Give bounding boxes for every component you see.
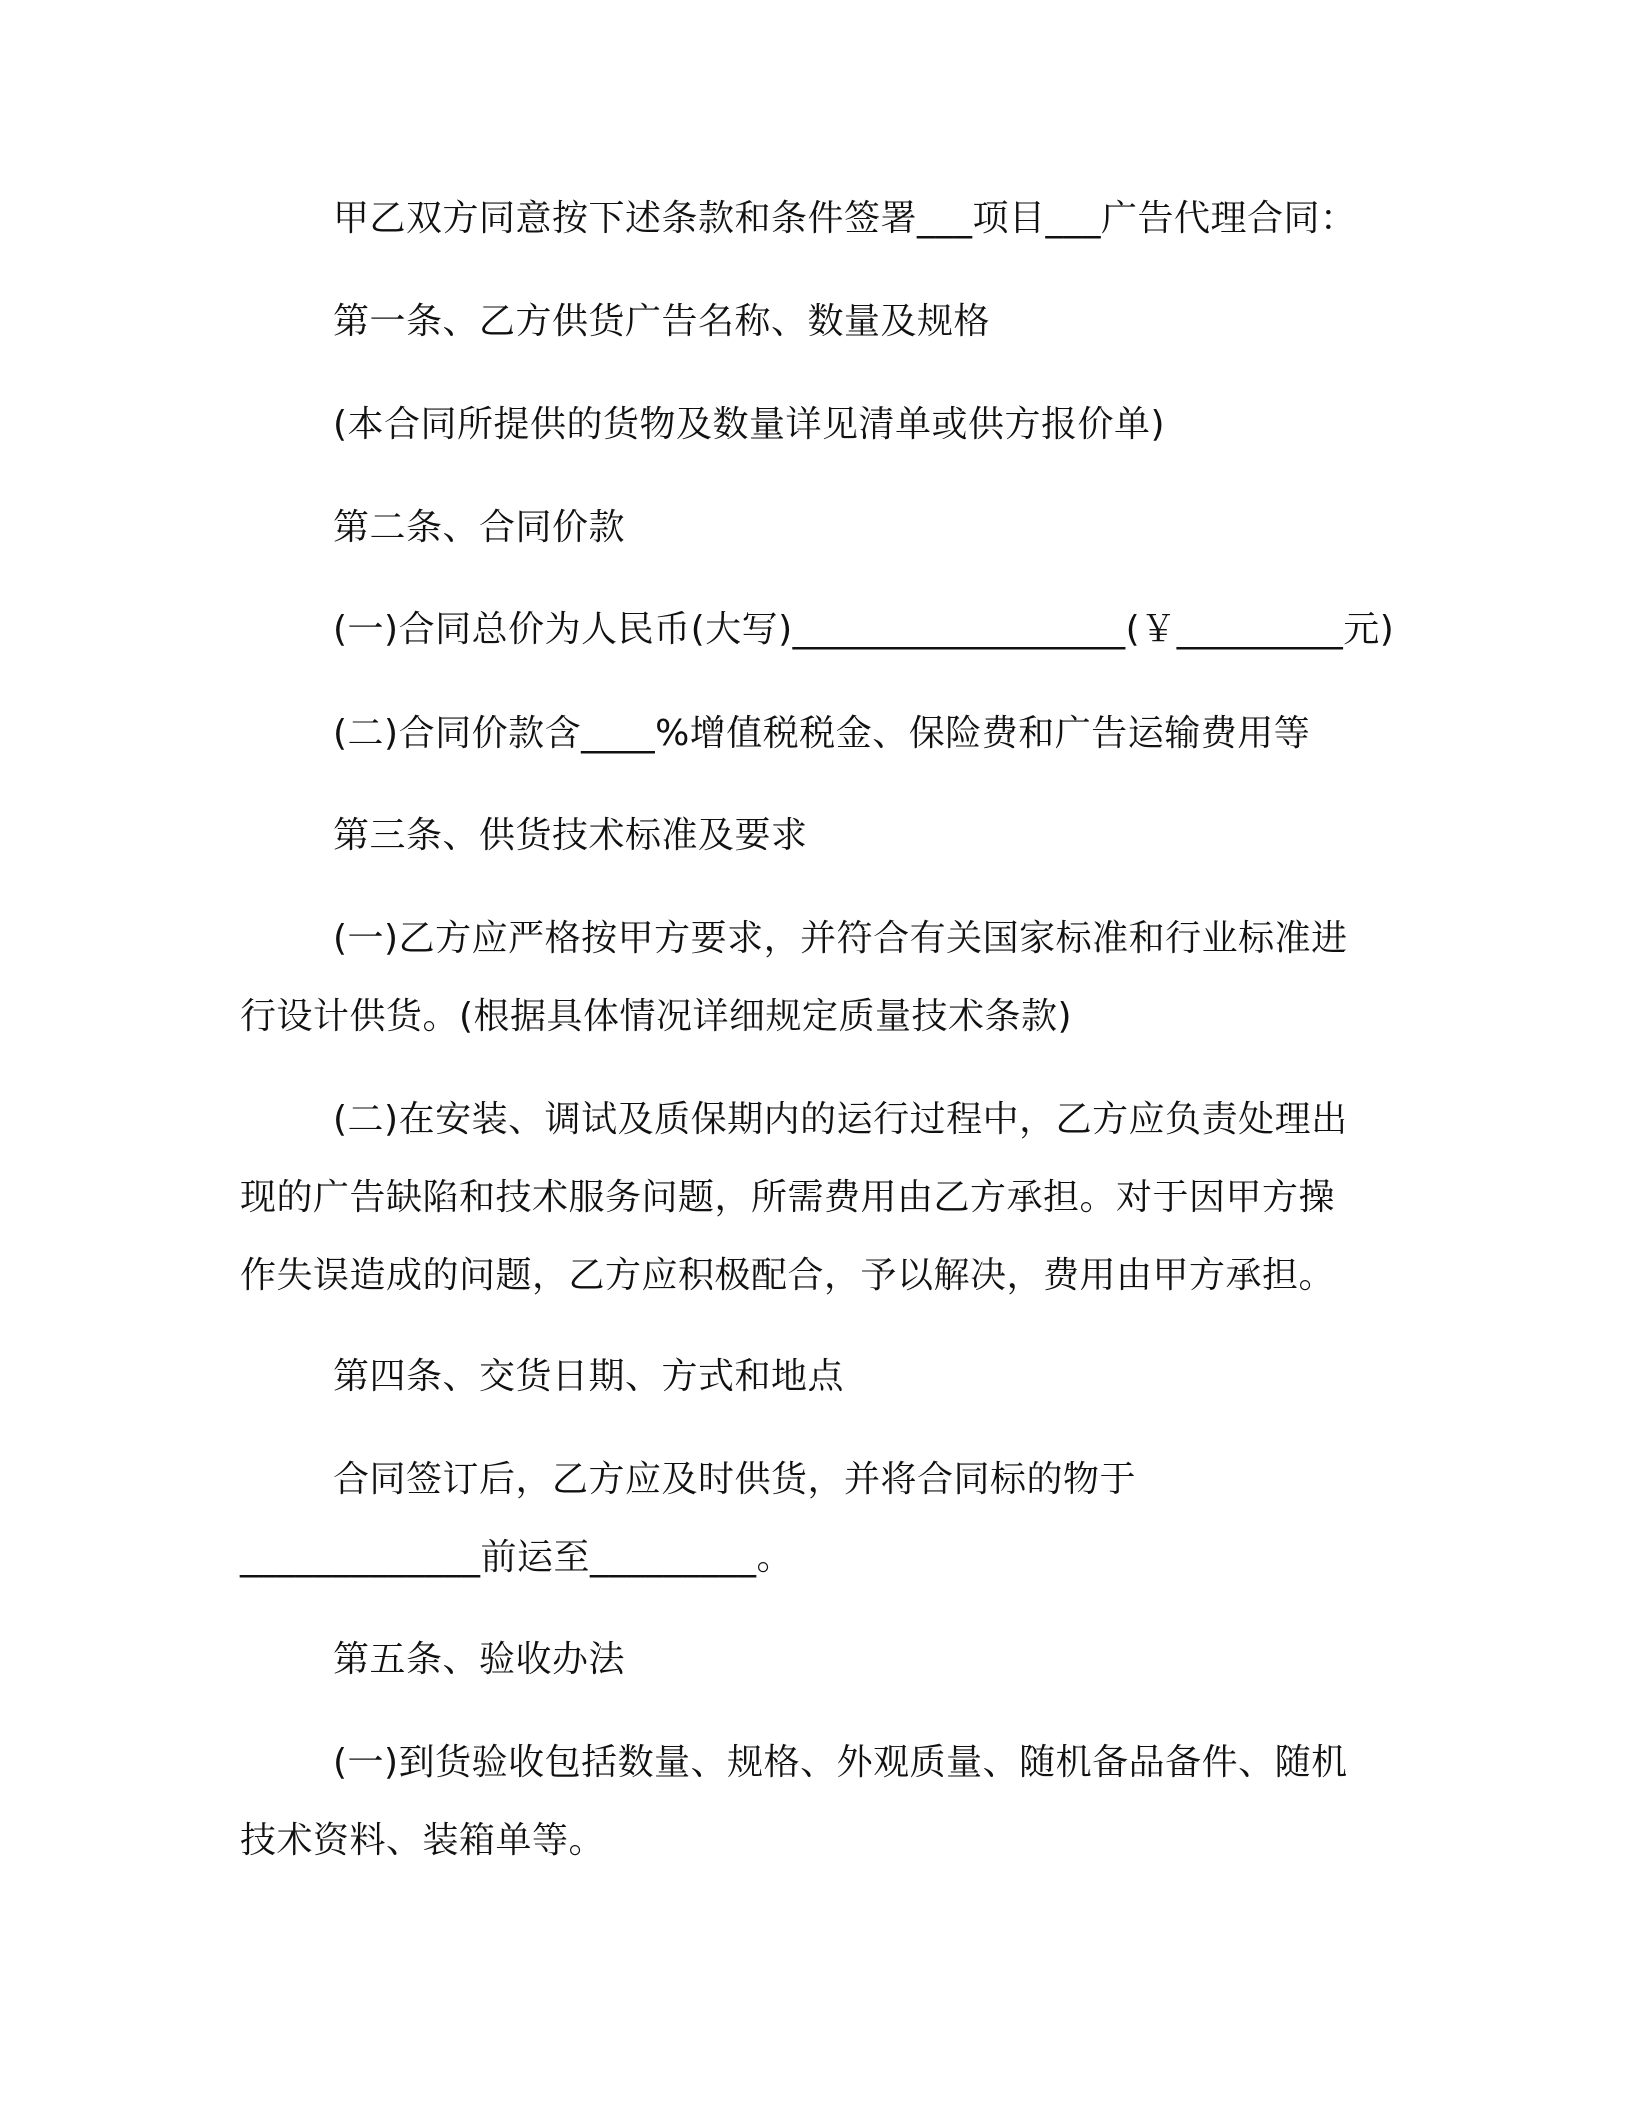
article-5-item-1-line-2: 技术资料、装箱单等。 (240, 1820, 606, 1861)
article-3-item-1-line-1: (一)乙方应严格按甲方要求，并符合有关国家标准和行业标准进 (333, 918, 1348, 959)
article-3-item-2-line-2: 现的广告缺陷和技术服务问题，所需费用由乙方承担。对于因甲方操 (240, 1177, 1336, 1218)
article-1-note: (本合同所提供的货物及数量详见清单或供方报价单) (333, 404, 1166, 445)
article-4-heading: 第四条、交货日期、方式和地点 (333, 1356, 845, 1397)
article-5-heading: 第五条、验收办法 (333, 1639, 626, 1680)
article-3-heading: 第三条、供货技术标准及要求 (333, 815, 808, 856)
article-3-item-2-line-1: (二)在安装、调试及质保期内的运行过程中，乙方应负责处理出 (333, 1099, 1348, 1140)
article-3-item-2-line-3: 作失误造成的问题，乙方应积极配合，予以解决，费用由甲方承担。 (240, 1255, 1336, 1296)
article-2-item-2: (二)合同价款含____%增值税税金、保险费和广告运输费用等 (333, 713, 1311, 754)
article-4-item-line-1: 合同签订后，乙方应及时供货，并将合同标的物于 (333, 1459, 1137, 1500)
article-4-item-line-2: _____________前运至_________。 (240, 1537, 794, 1578)
article-3-item-1-line-2: 行设计供货。(根据具体情况详细规定质量技术条款) (240, 996, 1073, 1037)
article-2-item-1: (一)合同总价为人民币(大写)__________________(￥_________元) (333, 609, 1395, 650)
intro-line: 甲乙双方同意按下述条款和条件签署___项目___广告代理合同： (333, 198, 1357, 239)
article-1-heading: 第一条、乙方供货广告名称、数量及规格 (333, 301, 991, 342)
article-2-heading: 第二条、合同价款 (333, 507, 626, 548)
article-5-item-1-line-1: (一)到货验收包括数量、规格、外观质量、随机备品备件、随机 (333, 1742, 1348, 1783)
